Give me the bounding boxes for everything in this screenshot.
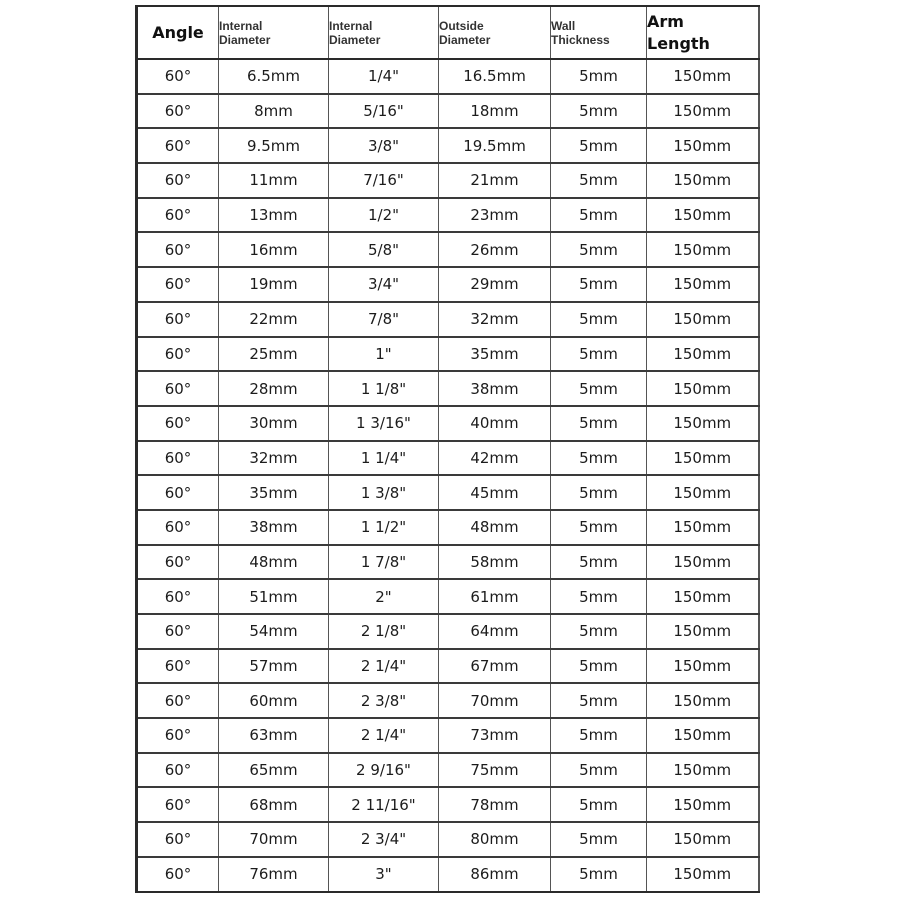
cell-angle: 60° [137, 857, 219, 892]
cell-internal-diameter-inch: 2 3/4" [329, 822, 439, 857]
cell-internal-diameter-inch: 1 3/8" [329, 475, 439, 510]
header-angle [137, 6, 219, 59]
cell-internal-diameter-mm: 11mm [219, 163, 329, 198]
cell-arm-length: 150mm [647, 614, 759, 649]
cell-internal-diameter-inch: 7/16" [329, 163, 439, 198]
cell-outside-diameter: 32mm [439, 302, 551, 337]
cell-internal-diameter-inch: 1 1/8" [329, 371, 439, 406]
header-internal-diameter-inch [329, 6, 439, 59]
cell-arm-length: 150mm [647, 753, 759, 788]
table-row [137, 128, 759, 163]
cell-angle: 60° [137, 232, 219, 267]
cell-angle: 60° [137, 718, 219, 753]
cell-angle: 60° [137, 94, 219, 129]
table-row [137, 753, 759, 788]
cell-angle: 60° [137, 163, 219, 198]
cell-internal-diameter-mm: 8mm [219, 94, 329, 129]
cell-wall-thickness: 5mm [551, 371, 647, 406]
table-row [137, 857, 759, 892]
cell-internal-diameter-inch: 2 11/16" [329, 787, 439, 822]
table-row [137, 371, 759, 406]
cell-internal-diameter-mm: 19mm [219, 267, 329, 302]
cell-arm-length: 150mm [647, 545, 759, 580]
cell-wall-thickness: 5mm [551, 683, 647, 718]
cell-arm-length: 150mm [647, 406, 759, 441]
cell-outside-diameter: 70mm [439, 683, 551, 718]
cell-angle: 60° [137, 579, 219, 614]
cell-internal-diameter-inch: 3/4" [329, 267, 439, 302]
cell-internal-diameter-mm: 9.5mm [219, 128, 329, 163]
cell-arm-length: 150mm [647, 337, 759, 372]
cell-wall-thickness: 5mm [551, 198, 647, 233]
header-internal-diameter-mm [219, 6, 329, 59]
header-line2: Diameter [219, 32, 271, 47]
cell-internal-diameter-inch: 1/4" [329, 59, 439, 94]
cell-angle: 60° [137, 198, 219, 233]
cell-internal-diameter-mm: 6.5mm [219, 59, 329, 94]
cell-wall-thickness: 5mm [551, 787, 647, 822]
cell-internal-diameter-mm: 25mm [219, 337, 329, 372]
header-line2: Length [647, 33, 710, 53]
cell-internal-diameter-inch: 5/8" [329, 232, 439, 267]
header-line2: Thickness [551, 32, 610, 47]
cell-arm-length: 150mm [647, 94, 759, 129]
cell-arm-length: 150mm [647, 857, 759, 892]
cell-outside-diameter: 16.5mm [439, 59, 551, 94]
cell-angle: 60° [137, 406, 219, 441]
cell-outside-diameter: 42mm [439, 441, 551, 476]
cell-arm-length: 150mm [647, 267, 759, 302]
cell-angle: 60° [137, 337, 219, 372]
cell-internal-diameter-inch: 2 1/8" [329, 614, 439, 649]
table-row [137, 683, 759, 718]
table-row [137, 163, 759, 198]
cell-wall-thickness: 5mm [551, 128, 647, 163]
cell-outside-diameter: 21mm [439, 163, 551, 198]
cell-wall-thickness: 5mm [551, 857, 647, 892]
cell-angle: 60° [137, 787, 219, 822]
cell-wall-thickness: 5mm [551, 822, 647, 857]
cell-internal-diameter-inch: 1" [329, 337, 439, 372]
cell-internal-diameter-mm: 60mm [219, 683, 329, 718]
table-row [137, 406, 759, 441]
table-row [137, 545, 759, 580]
cell-angle: 60° [137, 545, 219, 580]
cell-angle: 60° [137, 371, 219, 406]
cell-internal-diameter-mm: 28mm [219, 371, 329, 406]
cell-outside-diameter: 67mm [439, 649, 551, 684]
cell-wall-thickness: 5mm [551, 337, 647, 372]
cell-wall-thickness: 5mm [551, 649, 647, 684]
cell-internal-diameter-mm: 76mm [219, 857, 329, 892]
cell-internal-diameter-inch: 1 7/8" [329, 545, 439, 580]
cell-outside-diameter: 78mm [439, 787, 551, 822]
cell-arm-length: 150mm [647, 302, 759, 337]
table-row [137, 198, 759, 233]
cell-outside-diameter: 64mm [439, 614, 551, 649]
cell-angle: 60° [137, 614, 219, 649]
cell-arm-length: 150mm [647, 475, 759, 510]
cell-internal-diameter-mm: 63mm [219, 718, 329, 753]
cell-internal-diameter-mm: 68mm [219, 787, 329, 822]
cell-angle: 60° [137, 267, 219, 302]
cell-internal-diameter-mm: 22mm [219, 302, 329, 337]
table-row [137, 787, 759, 822]
cell-wall-thickness: 5mm [551, 406, 647, 441]
table-row [137, 94, 759, 129]
cell-angle: 60° [137, 649, 219, 684]
cell-arm-length: 150mm [647, 441, 759, 476]
cell-wall-thickness: 5mm [551, 441, 647, 476]
cell-outside-diameter: 23mm [439, 198, 551, 233]
cell-internal-diameter-mm: 35mm [219, 475, 329, 510]
table-row [137, 718, 759, 753]
header-line1: Wall [551, 18, 576, 33]
cell-arm-length: 150mm [647, 510, 759, 545]
cell-wall-thickness: 5mm [551, 163, 647, 198]
cell-arm-length: 150mm [647, 649, 759, 684]
header-line2: Diameter [329, 32, 381, 47]
table-row [137, 649, 759, 684]
cell-outside-diameter: 80mm [439, 822, 551, 857]
header-wall-thickness [551, 6, 647, 59]
table-row [137, 302, 759, 337]
cell-internal-diameter-mm: 32mm [219, 441, 329, 476]
header-line1: Arm [647, 11, 684, 31]
cell-outside-diameter: 19.5mm [439, 128, 551, 163]
table-header-row [137, 6, 759, 59]
cell-arm-length: 150mm [647, 128, 759, 163]
cell-outside-diameter: 73mm [439, 718, 551, 753]
cell-internal-diameter-mm: 13mm [219, 198, 329, 233]
cell-wall-thickness: 5mm [551, 753, 647, 788]
cell-internal-diameter-inch: 5/16" [329, 94, 439, 129]
cell-arm-length: 150mm [647, 163, 759, 198]
cell-angle: 60° [137, 475, 219, 510]
cell-internal-diameter-inch: 1/2" [329, 198, 439, 233]
cell-outside-diameter: 61mm [439, 579, 551, 614]
table-body [137, 59, 759, 892]
cell-wall-thickness: 5mm [551, 59, 647, 94]
cell-internal-diameter-mm: 57mm [219, 649, 329, 684]
cell-internal-diameter-inch: 1 1/4" [329, 441, 439, 476]
cell-internal-diameter-mm: 70mm [219, 822, 329, 857]
cell-arm-length: 150mm [647, 59, 759, 94]
cell-angle: 60° [137, 683, 219, 718]
header-outside-diameter [439, 6, 551, 59]
cell-wall-thickness: 5mm [551, 475, 647, 510]
cell-internal-diameter-inch: 3/8" [329, 128, 439, 163]
cell-wall-thickness: 5mm [551, 302, 647, 337]
cell-internal-diameter-inch: 2" [329, 579, 439, 614]
table-row [137, 441, 759, 476]
cell-arm-length: 150mm [647, 579, 759, 614]
cell-angle: 60° [137, 510, 219, 545]
cell-internal-diameter-mm: 65mm [219, 753, 329, 788]
cell-wall-thickness: 5mm [551, 718, 647, 753]
cell-angle: 60° [137, 302, 219, 337]
header-line2: Diameter [439, 32, 491, 47]
cell-internal-diameter-inch: 3" [329, 857, 439, 892]
cell-angle: 60° [137, 59, 219, 94]
cell-arm-length: 150mm [647, 718, 759, 753]
table-row [137, 822, 759, 857]
cell-angle: 60° [137, 753, 219, 788]
cell-internal-diameter-inch: 7/8" [329, 302, 439, 337]
cell-internal-diameter-inch: 2 1/4" [329, 718, 439, 753]
size-spec-table [135, 5, 760, 893]
header-arm-length [647, 6, 759, 59]
cell-arm-length: 150mm [647, 371, 759, 406]
cell-wall-thickness: 5mm [551, 545, 647, 580]
table-row [137, 475, 759, 510]
header-line1: Internal [329, 18, 373, 33]
table-row [137, 337, 759, 372]
cell-wall-thickness: 5mm [551, 267, 647, 302]
table-row [137, 614, 759, 649]
cell-internal-diameter-inch: 1 3/16" [329, 406, 439, 441]
cell-internal-diameter-inch: 2 1/4" [329, 649, 439, 684]
cell-internal-diameter-mm: 54mm [219, 614, 329, 649]
cell-arm-length: 150mm [647, 822, 759, 857]
cell-outside-diameter: 18mm [439, 94, 551, 129]
cell-outside-diameter: 45mm [439, 475, 551, 510]
table-row [137, 232, 759, 267]
cell-internal-diameter-mm: 30mm [219, 406, 329, 441]
cell-angle: 60° [137, 441, 219, 476]
cell-wall-thickness: 5mm [551, 579, 647, 614]
cell-internal-diameter-mm: 51mm [219, 579, 329, 614]
cell-internal-diameter-inch: 2 3/8" [329, 683, 439, 718]
cell-angle: 60° [137, 822, 219, 857]
cell-wall-thickness: 5mm [551, 94, 647, 129]
cell-outside-diameter: 38mm [439, 371, 551, 406]
cell-outside-diameter: 75mm [439, 753, 551, 788]
table-row [137, 267, 759, 302]
cell-outside-diameter: 35mm [439, 337, 551, 372]
cell-arm-length: 150mm [647, 198, 759, 233]
cell-angle: 60° [137, 128, 219, 163]
cell-arm-length: 150mm [647, 683, 759, 718]
cell-internal-diameter-mm: 38mm [219, 510, 329, 545]
header-line1: Outside [439, 18, 484, 33]
cell-internal-diameter-mm: 16mm [219, 232, 329, 267]
cell-outside-diameter: 48mm [439, 510, 551, 545]
cell-arm-length: 150mm [647, 787, 759, 822]
cell-wall-thickness: 5mm [551, 510, 647, 545]
cell-outside-diameter: 58mm [439, 545, 551, 580]
table-row [137, 59, 759, 94]
cell-outside-diameter: 86mm [439, 857, 551, 892]
cell-wall-thickness: 5mm [551, 614, 647, 649]
cell-internal-diameter-inch: 2 9/16" [329, 753, 439, 788]
header-angle-label: Angle [152, 23, 204, 42]
cell-outside-diameter: 26mm [439, 232, 551, 267]
cell-wall-thickness: 5mm [551, 232, 647, 267]
table-row [137, 579, 759, 614]
cell-arm-length: 150mm [647, 232, 759, 267]
cell-internal-diameter-mm: 48mm [219, 545, 329, 580]
header-line1: Internal [219, 18, 263, 33]
cell-outside-diameter: 29mm [439, 267, 551, 302]
cell-outside-diameter: 40mm [439, 406, 551, 441]
table-row [137, 510, 759, 545]
cell-internal-diameter-inch: 1 1/2" [329, 510, 439, 545]
